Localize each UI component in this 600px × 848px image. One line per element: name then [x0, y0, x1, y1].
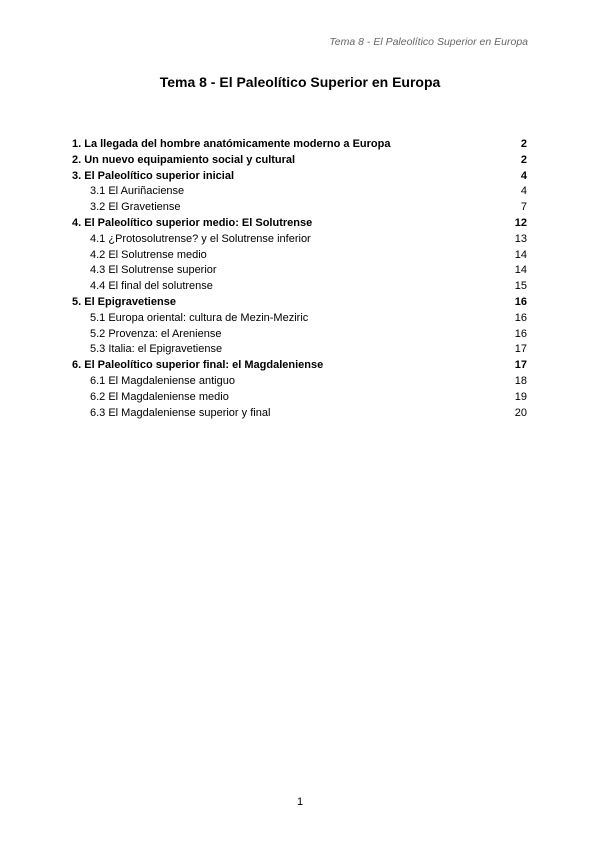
- toc-entry-page: 20: [514, 406, 527, 419]
- toc-entry-label: 2. Un nuevo equipamiento social y cultural: [72, 153, 296, 166]
- toc-entry-page: 15: [514, 280, 527, 293]
- toc-entry-page: 18: [514, 374, 527, 387]
- toc-entry-label: 4.3 El Solutrense superior: [90, 264, 217, 277]
- toc-entry-label: 3.2 El Gravetiense: [90, 201, 181, 214]
- toc-entry-page: 16: [514, 295, 527, 308]
- toc-entry[interactable]: [72, 184, 527, 200]
- toc-entry[interactable]: [72, 406, 527, 422]
- toc-entry-label: 1. La llegada del hombre anatómicamente moderno a Europa: [72, 138, 391, 150]
- toc-entry-page: 4: [520, 169, 527, 182]
- toc-entry-label: 3.1 El Auriñaciense: [90, 185, 185, 198]
- toc-entry-label: 5.3 Italia: el Epigravetiense: [90, 343, 223, 356]
- toc-entry[interactable]: [72, 358, 527, 374]
- toc-entry[interactable]: [72, 169, 527, 185]
- toc-entry-label: 4.2 El Solutrense medio: [90, 248, 207, 261]
- toc-entry[interactable]: [72, 216, 527, 232]
- toc-entry[interactable]: [72, 295, 527, 311]
- toc-entry-label: 5.2 Provenza: el Areniense: [90, 327, 222, 340]
- toc-entry[interactable]: [72, 342, 527, 358]
- toc-entry-page: 17: [514, 359, 527, 372]
- toc-entry[interactable]: [72, 279, 527, 295]
- toc-entry-page: 19: [514, 390, 527, 403]
- toc-entry-label: 4.4 El final del solutrense: [90, 280, 213, 293]
- running-header: Tema 8 - El Paleolítico Superior en Europa: [329, 36, 528, 48]
- toc-entry-label: 5.1 Europa oriental: cultura de Mezin-Meziric: [90, 311, 309, 324]
- toc-entry[interactable]: [72, 327, 527, 343]
- table-of-contents: [72, 137, 527, 421]
- toc-entry-page: 14: [514, 248, 527, 261]
- toc-entry[interactable]: [72, 248, 527, 264]
- toc-entry[interactable]: [72, 263, 527, 279]
- toc-entry-label: 4.1 ¿Protosolutrense? y el Solutrense inferior: [90, 232, 311, 245]
- toc-entry-page: 14: [514, 264, 527, 277]
- toc-entry-label: 6.2 El Magdaleniense medio: [90, 390, 229, 403]
- toc-entry[interactable]: [72, 200, 527, 216]
- toc-entry-page: 16: [514, 327, 527, 340]
- toc-entry-label: 4. El Paleolítico superior medio: El Solutrense: [72, 216, 313, 229]
- toc-entry-label: 6.1 El Magdaleniense antiguo: [90, 374, 235, 387]
- toc-entry-label: 6.3 El Magdaleniense superior y final: [90, 406, 271, 419]
- toc-entry-label: 5. El Epigravetiense: [72, 295, 176, 308]
- toc-entry-page: 17: [514, 343, 527, 356]
- toc-entry-page: 4: [520, 185, 527, 198]
- toc-entry-label: 3. El Paleolítico superior inicial: [72, 169, 234, 182]
- toc-entry-label: 6. El Paleolítico superior final: el Magdaleniense: [72, 359, 324, 372]
- toc-entry-page: 16: [514, 311, 527, 324]
- toc-entry-page: 7: [520, 201, 527, 214]
- document-title: Tema 8 - El Paleolítico Superior en Europa: [159, 74, 441, 90]
- toc-entry[interactable]: [72, 137, 527, 153]
- toc-entry[interactable]: [72, 390, 527, 406]
- toc-entry-page: 2: [520, 153, 527, 166]
- toc-entry[interactable]: [72, 153, 527, 169]
- toc-entry-page: 2: [520, 138, 527, 150]
- page-number: 1: [296, 796, 304, 808]
- toc-entry-page: 13: [514, 232, 527, 245]
- toc-entry[interactable]: [72, 232, 527, 248]
- toc-entry-page: 12: [514, 216, 527, 229]
- toc-entry[interactable]: [72, 311, 527, 327]
- toc-entry[interactable]: [72, 374, 527, 390]
